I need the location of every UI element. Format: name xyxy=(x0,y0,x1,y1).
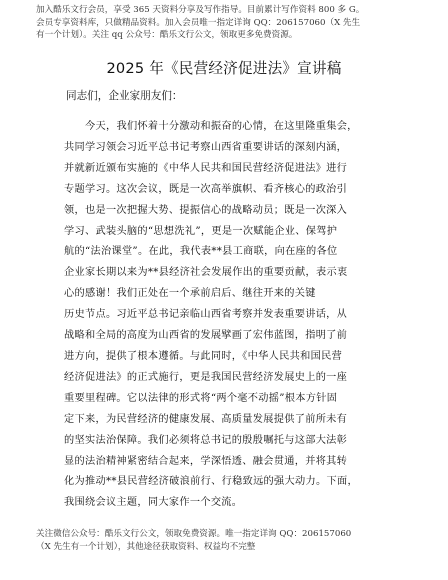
body-line: 心的感谢！我们正处在一个承前启后、继往开来的关键 xyxy=(64,288,316,300)
body-line: 今天，我们怀着十分激动和振奋的心情，在这里隆重集会， xyxy=(85,121,358,132)
speech-body xyxy=(64,117,396,514)
greeting: 同志们，企业家朋友们： xyxy=(66,90,183,102)
promo-footer-line: 关注微信公众号：酷乐文行公文，领取免费资源。唯一指定详询 QQ：206157060 xyxy=(36,529,352,539)
body-line: 并就新近颁布实施的《中华人民共和国民营经济促进法》进行 xyxy=(64,162,348,174)
body-line: 学习、武装头脑的“思想洗礼”，更是一次赋能企业、保驾护 xyxy=(64,225,338,237)
body-line: 我围绕会议主题，同大家作一个交流。 xyxy=(64,497,243,509)
body-line: 专题学习。这次会议，既是一次高举旗帜、看齐核心的政治引 xyxy=(64,183,348,195)
body-line: 领，也是一次把握大势、提振信心的战略动员；既是一次深入 xyxy=(64,204,348,216)
document-title: 2025 年《民营经济促进法》宣讲稿 xyxy=(106,60,342,77)
body-line: 历史节点。习近平总书记亲临山西省考察并发表重要讲话，从 xyxy=(64,309,348,321)
body-line: 的坚实法治保障。我们必须将总书记的殷殷嘱托与这部大法彰 xyxy=(64,434,348,446)
body-line: 重要里程碑。它以法律的形式将“两个毫不动摇”根本方针固 xyxy=(64,392,338,404)
body-line: 显的法治精神紧密结合起来，学深悟透、融会贯通，并将其转 xyxy=(64,455,348,467)
body-line: 经济促进法》的正式施行，更是我国民营经济发展史上的一座 xyxy=(64,371,348,383)
promo-header-line: 有一个计划）。关注 qq 公众号：酷乐文行公文，领取更多免费资源。 xyxy=(36,30,298,40)
promo-footer-line: （X 先生有一个计划），其他途径获取资料、权益均不完整 xyxy=(36,542,256,552)
body-line: 战略和全局的高度为山西省的发展擘画了宏伟蓝图，指明了前 xyxy=(64,330,348,342)
promo-footer xyxy=(36,528,416,554)
body-line: 共同学习领会习近平总书记考察山西省重要讲话的深刻内涵， xyxy=(64,141,348,153)
body-line: 定下来，为民营经济的健康发展、高质量发展提供了前所未有 xyxy=(64,413,348,425)
body-line: 企业家长期以来为**县经济社会发展作出的重要贡献，表示衷 xyxy=(64,267,348,279)
body-line: 航的“法治课堂”。在此，我代表**县工商联，向在座的各位 xyxy=(64,246,338,258)
promo-header xyxy=(36,4,416,42)
promo-header-line: 会员专享资料库，只做精品资料。加入会员唯一指定详询 QQ：206157060（X 先生 xyxy=(36,17,361,28)
promo-header-line: 加入酷乐文行会员，享受 365 天资料分享及写作指导。目前累计写作资料 800 多 G。 xyxy=(36,5,365,15)
body-line: 进方向，提供了根本遵循。与此同时，《中华人民共和国民营 xyxy=(64,350,343,362)
body-line: 化为推动**县民营经济破浪前行、行稳致远的强大动力。下面， xyxy=(64,476,358,488)
